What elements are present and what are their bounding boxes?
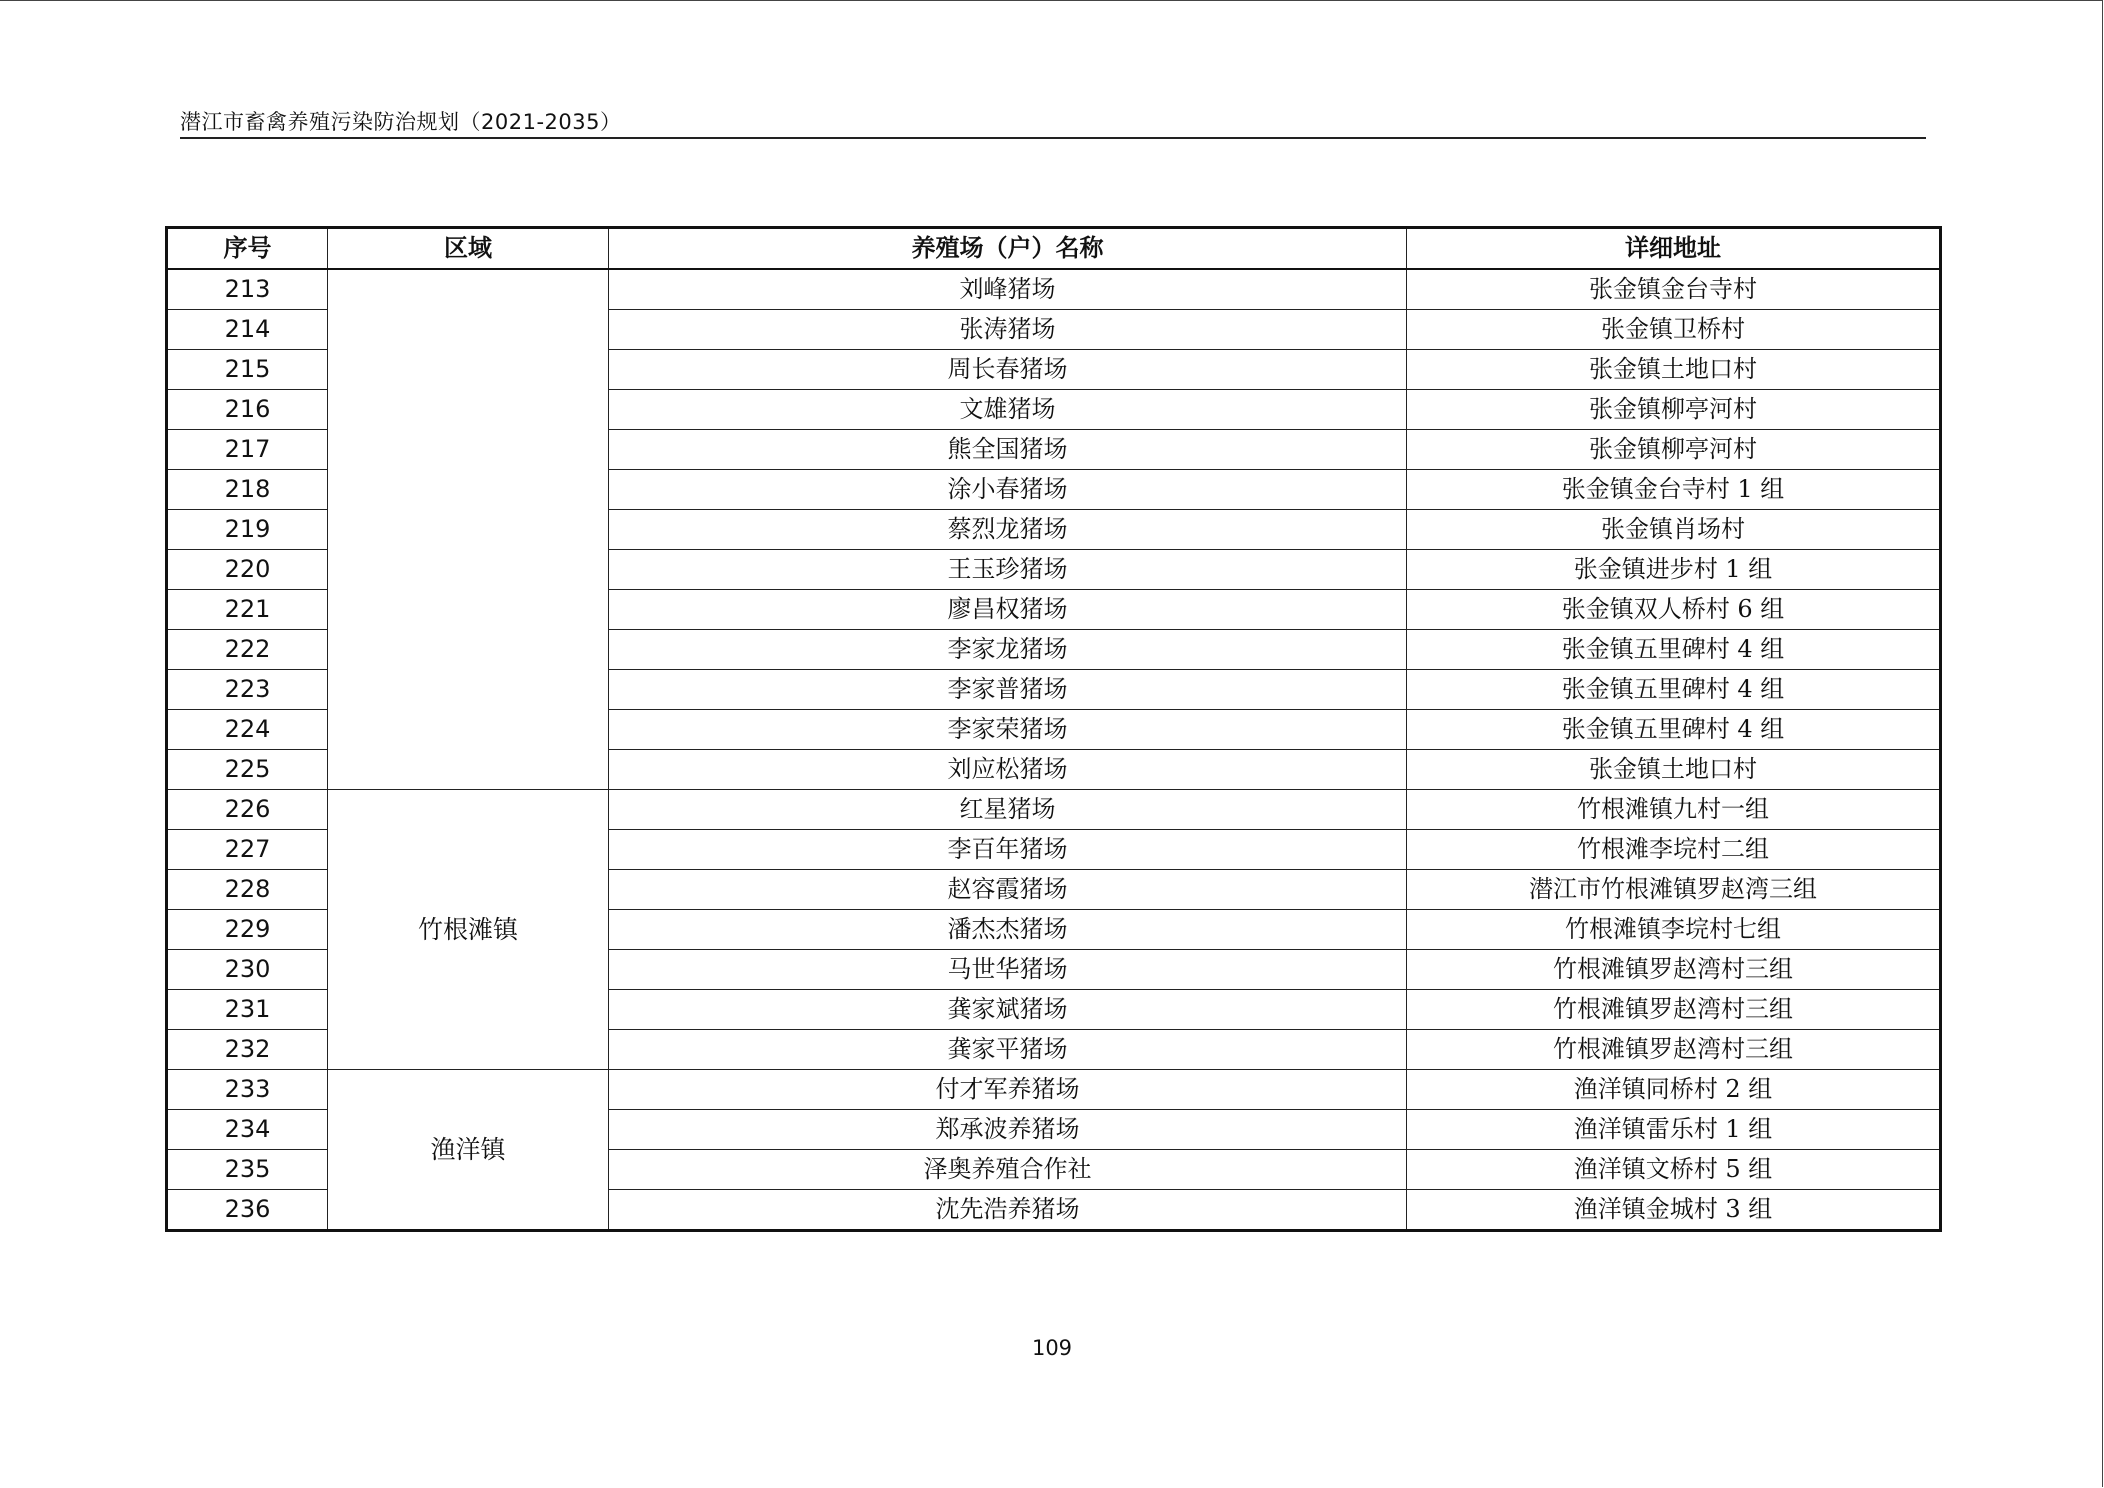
serial-number-cell: 221 bbox=[167, 590, 328, 630]
farm-name-cell: 廖昌权猪场 bbox=[609, 590, 1407, 630]
farm-name-cell: 郑承波养猪场 bbox=[609, 1110, 1407, 1150]
table-header-row bbox=[167, 228, 1941, 270]
farm-name-cell: 刘应松猪场 bbox=[609, 750, 1407, 790]
serial-number-cell: 228 bbox=[167, 870, 328, 910]
column-header-region: 区域 bbox=[328, 228, 609, 270]
address-cell: 渔洋镇文桥村 5 组 bbox=[1407, 1150, 1941, 1190]
serial-number-cell: 223 bbox=[167, 670, 328, 710]
farm-name-cell: 赵容霞猪场 bbox=[609, 870, 1407, 910]
table-row bbox=[167, 790, 1941, 830]
table-header bbox=[167, 228, 1941, 270]
farm-name-cell: 付才军养猪场 bbox=[609, 1070, 1407, 1110]
address-cell: 竹根滩镇李垸村七组 bbox=[1407, 910, 1941, 950]
address-cell: 张金镇进步村 1 组 bbox=[1407, 550, 1941, 590]
address-cell: 张金镇肖场村 bbox=[1407, 510, 1941, 550]
column-header-serial-number: 序号 bbox=[167, 228, 328, 270]
serial-number-cell: 235 bbox=[167, 1150, 328, 1190]
region-cell: 竹根滩镇 bbox=[328, 790, 609, 1070]
address-cell: 张金镇金台寺村 bbox=[1407, 269, 1941, 310]
serial-number-cell: 215 bbox=[167, 350, 328, 390]
page-number: 109 bbox=[1031, 1336, 1073, 1360]
farm-name-cell: 周长春猪场 bbox=[609, 350, 1407, 390]
farm-name-cell: 红星猪场 bbox=[609, 790, 1407, 830]
address-cell: 张金镇土地口村 bbox=[1407, 350, 1941, 390]
serial-number-cell: 214 bbox=[167, 310, 328, 350]
farm-name-cell: 龚家斌猪场 bbox=[609, 990, 1407, 1030]
serial-number-cell: 234 bbox=[167, 1110, 328, 1150]
farm-name-cell: 龚家平猪场 bbox=[609, 1030, 1407, 1070]
farm-name-cell: 熊全国猪场 bbox=[609, 430, 1407, 470]
column-header-address: 详细地址 bbox=[1407, 228, 1941, 270]
serial-number-cell: 222 bbox=[167, 630, 328, 670]
serial-number-cell: 213 bbox=[167, 269, 328, 310]
farm-name-cell: 涂小春猪场 bbox=[609, 470, 1407, 510]
region-cell bbox=[328, 269, 609, 790]
address-cell: 竹根滩镇罗赵湾村三组 bbox=[1407, 950, 1941, 990]
farm-name-cell: 沈先浩养猪场 bbox=[609, 1190, 1407, 1231]
serial-number-cell: 229 bbox=[167, 910, 328, 950]
serial-number-cell: 230 bbox=[167, 950, 328, 990]
farm-name-cell: 李家普猪场 bbox=[609, 670, 1407, 710]
farm-name-cell: 李家荣猪场 bbox=[609, 710, 1407, 750]
table-row bbox=[167, 1070, 1941, 1110]
address-cell: 竹根滩镇罗赵湾村三组 bbox=[1407, 1030, 1941, 1070]
serial-number-cell: 231 bbox=[167, 990, 328, 1030]
serial-number-cell: 227 bbox=[167, 830, 328, 870]
address-cell: 竹根滩镇罗赵湾村三组 bbox=[1407, 990, 1941, 1030]
farm-name-cell: 泽奥养殖合作社 bbox=[609, 1150, 1407, 1190]
farm-name-cell: 张涛猪场 bbox=[609, 310, 1407, 350]
address-cell: 渔洋镇金城村 3 组 bbox=[1407, 1190, 1941, 1231]
serial-number-cell: 219 bbox=[167, 510, 328, 550]
serial-number-cell: 226 bbox=[167, 790, 328, 830]
address-cell: 张金镇土地口村 bbox=[1407, 750, 1941, 790]
table-body bbox=[167, 269, 1941, 1231]
farm-name-cell: 马世华猪场 bbox=[609, 950, 1407, 990]
table-row bbox=[167, 269, 1941, 310]
address-cell: 张金镇双人桥村 6 组 bbox=[1407, 590, 1941, 630]
serial-number-cell: 225 bbox=[167, 750, 328, 790]
column-header-farm-name: 养殖场（户）名称 bbox=[609, 228, 1407, 270]
serial-number-cell: 233 bbox=[167, 1070, 328, 1110]
farm-name-cell: 蔡烈龙猪场 bbox=[609, 510, 1407, 550]
serial-number-cell: 224 bbox=[167, 710, 328, 750]
serial-number-cell: 216 bbox=[167, 390, 328, 430]
farm-name-cell: 刘峰猪场 bbox=[609, 269, 1407, 310]
address-cell: 张金镇五里碑村 4 组 bbox=[1407, 710, 1941, 750]
farm-name-cell: 李百年猪场 bbox=[609, 830, 1407, 870]
address-cell: 张金镇金台寺村 1 组 bbox=[1407, 470, 1941, 510]
address-cell: 张金镇卫桥村 bbox=[1407, 310, 1941, 350]
address-cell: 张金镇柳亭河村 bbox=[1407, 390, 1941, 430]
address-cell: 张金镇五里碑村 4 组 bbox=[1407, 630, 1941, 670]
address-cell: 渔洋镇同桥村 2 组 bbox=[1407, 1070, 1941, 1110]
address-cell: 竹根滩李垸村二组 bbox=[1407, 830, 1941, 870]
serial-number-cell: 218 bbox=[167, 470, 328, 510]
farm-name-cell: 王玉珍猪场 bbox=[609, 550, 1407, 590]
address-cell: 张金镇五里碑村 4 组 bbox=[1407, 670, 1941, 710]
serial-number-cell: 220 bbox=[167, 550, 328, 590]
header-divider bbox=[180, 137, 1926, 139]
address-cell: 竹根滩镇九村一组 bbox=[1407, 790, 1941, 830]
serial-number-cell: 217 bbox=[167, 430, 328, 470]
address-cell: 渔洋镇雷乐村 1 组 bbox=[1407, 1110, 1941, 1150]
serial-number-cell: 236 bbox=[167, 1190, 328, 1231]
running-header: 潜江市畜禽养殖污染防治规划（2021-2035） bbox=[180, 110, 622, 134]
farm-name-cell: 潘杰杰猪场 bbox=[609, 910, 1407, 950]
address-cell: 张金镇柳亭河村 bbox=[1407, 430, 1941, 470]
serial-number-cell: 232 bbox=[167, 1030, 328, 1070]
region-cell: 渔洋镇 bbox=[328, 1070, 609, 1231]
farm-list-table bbox=[165, 226, 1942, 1232]
farm-name-cell: 李家龙猪场 bbox=[609, 630, 1407, 670]
address-cell: 潜江市竹根滩镇罗赵湾三组 bbox=[1407, 870, 1941, 910]
farm-name-cell: 文雄猪场 bbox=[609, 390, 1407, 430]
